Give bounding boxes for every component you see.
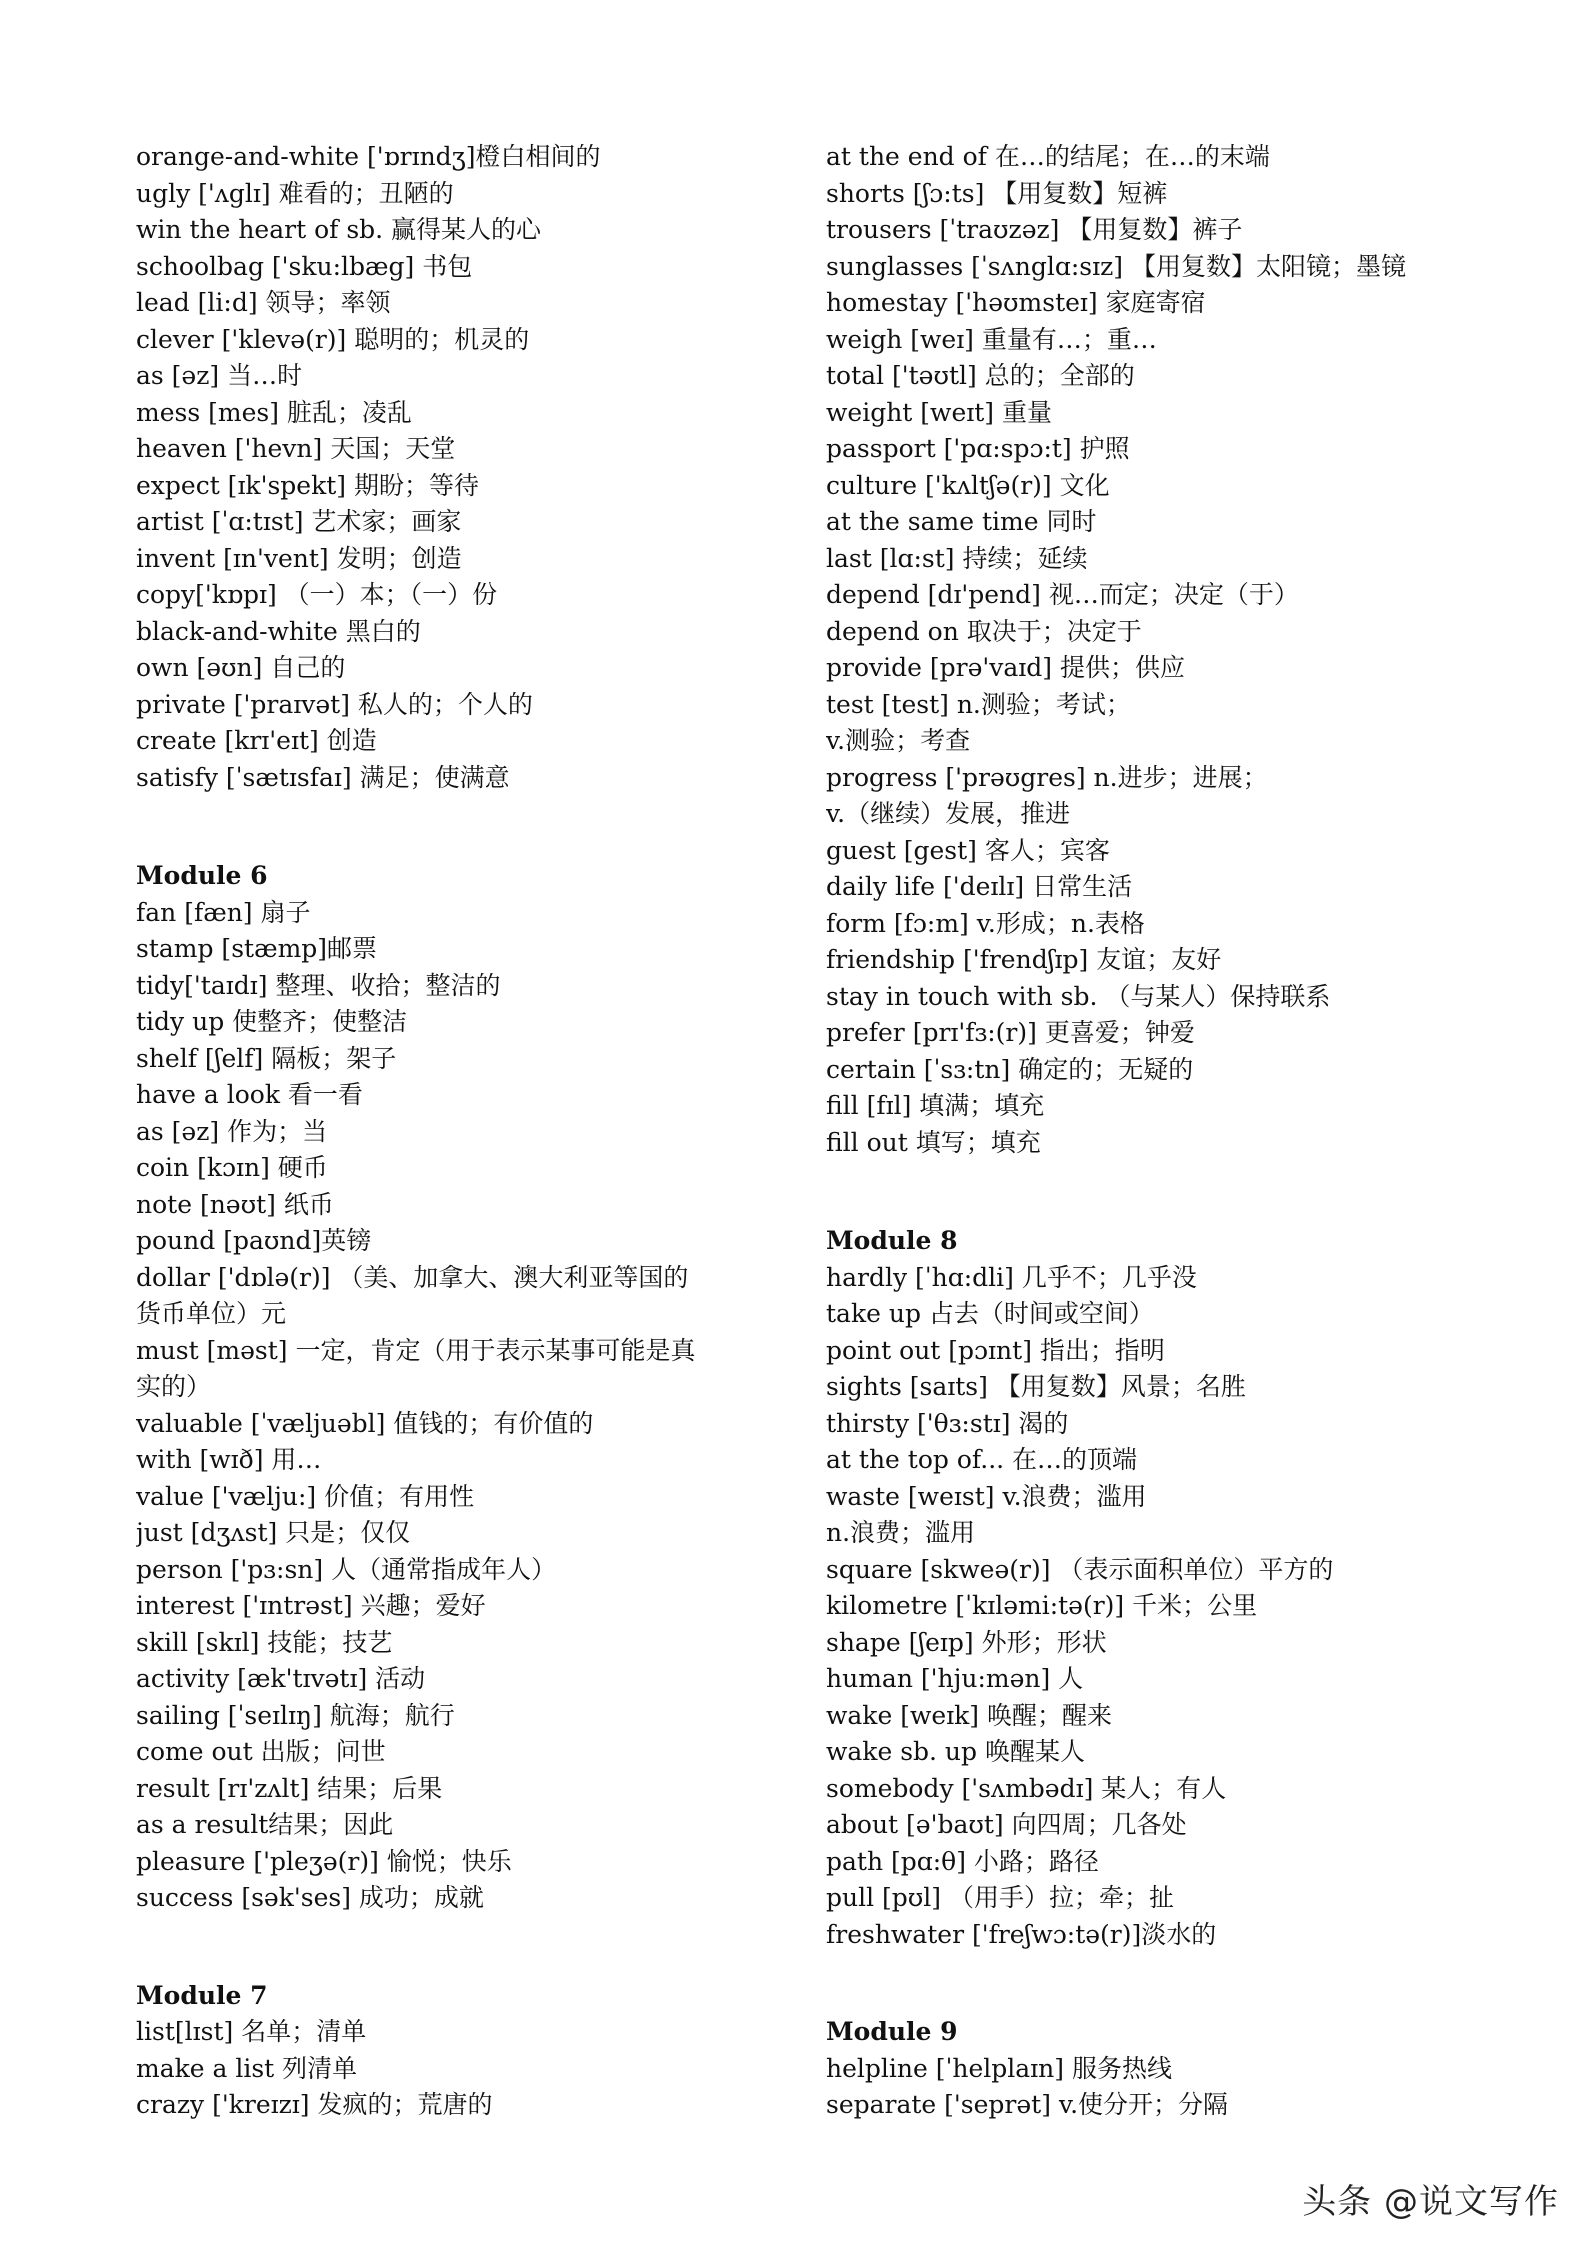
vocab-entry: sunglasses [ˈsʌnglɑ:sɪz] 【用复数】太阳镜；墨镜: [826, 251, 1406, 281]
vocab-entry: fill [fɪl] 填满；填充: [826, 1091, 1045, 1120]
left-column: [136, 139, 796, 2124]
right-block-1: [826, 139, 1486, 1161]
right-column: [826, 139, 1486, 2124]
vocab-entry: expect [ɪk'spekt] 期盼；等待: [136, 470, 479, 500]
vocab-entry: wake sb. up 唤醒某人: [826, 1737, 1085, 1766]
vocab-entry: win the heart of sb. 赢得某人的心: [136, 215, 542, 244]
vocab-entry: value ['vælju:] 价值；有用性: [136, 1481, 475, 1511]
vocab-entry: guest [gest] 客人；宾客: [826, 835, 1110, 865]
vocab-entry: separate ['seprət] v.使分开；分隔: [826, 2090, 1229, 2119]
vocab-entry: human ['hju:mən] 人: [826, 1664, 1084, 1693]
vocab-entry: ugly ['ʌglɪ] 难看的；丑陋的: [136, 178, 454, 208]
vocab-entry: artist [ˈɑ:tɪst] 艺术家；画家: [136, 507, 462, 536]
vocab-entry: invent [ɪn'vent] 发明；创造: [136, 543, 462, 573]
left-block-1: [136, 139, 796, 796]
vocab-entry: tidy up 使整齐；使整洁: [136, 1007, 408, 1036]
vocab-entry: progress ['prəʊgres] n.进步；进展；: [826, 762, 1268, 792]
vocab-entry: pleasure ['pleʒə(r)] 愉悦；快乐: [136, 1846, 512, 1876]
vocab-entry: copy['kɒpɪ] （一）本；（一）份: [136, 580, 498, 609]
vocab-entry: total ['təʊtl] 总的；全部的: [826, 361, 1135, 390]
vocab-entry: 实的）: [136, 1372, 212, 1401]
vocab-entry: orange-and-white ['ɒrɪndʒ]橙白相间的: [136, 142, 601, 171]
vocab-entry: v.测验；考查: [826, 726, 971, 755]
vocab-entry: pull [pʊl] （用手）拉；牵；扯: [826, 1883, 1174, 1912]
vocab-entry: weigh [weɪ] 重量有…；重…: [826, 324, 1157, 354]
vocab-entry: homestay ['həʊmsteɪ] 家庭寄宿: [826, 288, 1206, 317]
vocab-entry: mess [mes] 脏乱；凌乱: [136, 397, 412, 427]
vocab-entry: point out [pɔɪnt] 指出；指明: [826, 1335, 1165, 1365]
vocab-entry: wake [weɪk] 唤醒；醒来: [826, 1700, 1112, 1730]
vocab-entry: make a list 列清单: [136, 2053, 358, 2083]
vocab-entry: black-and-white 黑白的: [136, 616, 421, 646]
vocab-entry: friendship ['frendʃɪp] 友谊；友好: [826, 945, 1222, 974]
vocab-entry: note [nəʊt] 纸币: [136, 1189, 334, 1219]
vocab-entry: certain [ˈsɜ:tn] 确定的；无疑的: [826, 1054, 1194, 1084]
vocab-entry: dollar ['dɒlə(r)] （美、加拿大、澳大利亚等国的: [136, 1262, 689, 1292]
vocab-entry: with [wɪð] 用…: [136, 1445, 322, 1474]
vocab-entry: list[lɪst] 名单；清单: [136, 2017, 367, 2046]
module-6-heading: Module 6: [136, 861, 268, 890]
vocab-entry: depend on 取决于；决定于: [826, 616, 1142, 646]
vocab-entry: fill out 填写；填充: [826, 1127, 1041, 1157]
vocab-entry: crazy ['kreɪzɪ] 发疯的；荒唐的: [136, 2090, 493, 2119]
vocab-entry: at the top of... 在…的顶端: [826, 1445, 1138, 1474]
vocab-entry: hardly [ˈhɑ:dli] 几乎不；几乎没: [826, 1262, 1197, 1292]
vocab-entry: about [ə'baʊt] 向四周；几各处: [826, 1810, 1187, 1839]
vocab-entry: activity [æk'tɪvətɪ] 活动: [136, 1664, 426, 1693]
module-9-list: [826, 2051, 1486, 2124]
vocab-entry: n.浪费；滥用: [826, 1518, 976, 1547]
vocab-entry: passport ['pɑ:spɔ:t] 护照: [826, 434, 1130, 463]
vocab-entry: 货币单位）元: [136, 1299, 287, 1328]
vocab-entry: daily life ['deɪlɪ] 日常生活: [826, 872, 1133, 901]
vocab-entry: pound [paʊnd]英镑: [136, 1226, 372, 1255]
vocab-entry: shorts [ʃɔ:ts] 【用复数】短裤: [826, 178, 1168, 208]
vocab-entry: stay in touch with sb. （与某人）保持联系: [826, 981, 1331, 1011]
vocab-entry: kilometre [ˈkɪləmi:tə(r)] 千米；公里: [826, 1591, 1258, 1620]
vocab-entry: culture ['kʌltʃə(r)] 文化: [826, 470, 1110, 500]
module-7-list: [136, 2014, 796, 2124]
vocab-entry: come out 出版；问世: [136, 1737, 386, 1766]
module-8-list: [826, 1260, 1486, 1954]
vocab-entry: must [məst] 一定，肯定（用于表示某事可能是真: [136, 1335, 696, 1365]
vocab-entry: own [əʊn] 自己的: [136, 653, 346, 682]
vocab-entry: waste [weɪst] v.浪费；滥用: [826, 1481, 1147, 1511]
vocab-entry: square [skweə(r)] （表示面积单位）平方的: [826, 1554, 1334, 1584]
module-8-heading: Module 8: [826, 1226, 958, 1255]
vocab-entry: form [fɔ:m] v.形成；n.表格: [826, 908, 1145, 938]
vocab-entry: somebody ['sʌmbədɪ] 某人；有人: [826, 1773, 1227, 1803]
vocab-entry: clever ['klevə(r)] 聪明的；机灵的: [136, 324, 530, 354]
vocab-entry: tidy['taɪdɪ] 整理、收拾；整洁的: [136, 970, 501, 1000]
vocab-entry: heaven ['hevn] 天国；天堂: [136, 434, 456, 463]
vocab-entry: person ['pɜ:sn] 人（通常指成年人）: [136, 1554, 557, 1584]
vocab-entry: private ['praɪvət] 私人的；个人的: [136, 689, 533, 719]
vocab-entry: result [rɪ'zʌlt] 结果；后果: [136, 1773, 443, 1803]
vocab-entry: prefer [prɪ'fɜ:(r)] 更喜爱；钟爱: [826, 1018, 1195, 1047]
vocab-entry: shape [ʃeɪp] 外形；形状: [826, 1627, 1107, 1657]
module-6-list: [136, 895, 796, 1917]
watermark: 头条 @说文写作: [1302, 2182, 1559, 2222]
vocab-entry: have a look 看一看: [136, 1080, 363, 1109]
vocab-entry: coin [kɔɪn] 硬币: [136, 1153, 328, 1182]
module-9-heading: Module 9: [826, 2017, 958, 2046]
vocab-entry: interest ['ɪntrəst] 兴趣；爱好: [136, 1591, 486, 1620]
vocab-entry: v.（继续）发展，推进: [826, 799, 1071, 828]
vocab-entry: helpline [ˈhelplaɪn] 服务热线: [826, 2053, 1172, 2083]
vocab-entry: last [lɑ:st] 持续；延续: [826, 543, 1088, 573]
vocab-entry: create [krɪ'eɪt] 创造: [136, 726, 377, 755]
vocab-entry: fan [fæn] 扇子: [136, 897, 311, 927]
vocab-entry: as [əz] 作为；当: [136, 1116, 328, 1146]
module-7-heading: Module 7: [136, 1980, 268, 2010]
vocab-entry: freshwater ['freʃwɔ:tə(r)]淡水的: [826, 1919, 1217, 1949]
vocab-entry: just [dʒʌst] 只是；仅仅: [136, 1518, 411, 1547]
vocab-entry: schoolbag ['sku:lbæg] 书包: [136, 251, 473, 281]
vocab-entry: thirsty ['θɜ:stɪ] 渴的: [826, 1408, 1069, 1438]
vocab-entry: test [test] n.测验；考试；: [826, 689, 1131, 719]
vocab-entry: satisfy [ˈsætɪsfaɪ] 满足；使满意: [136, 762, 510, 792]
vocab-entry: shelf [ʃelf] 隔板；架子: [136, 1043, 397, 1073]
vocab-entry: success [sək'ses] 成功；成就: [136, 1883, 484, 1912]
vocab-entry: lead [li:d] 领导；率领: [136, 288, 391, 317]
vocab-entry: path [pɑ:θ] 小路；路径: [826, 1846, 1099, 1876]
vocab-entry: at the same time 同时: [826, 507, 1097, 536]
vocab-entry: valuable [ˈvæljuəbl] 值钱的；有价值的: [136, 1408, 594, 1438]
vocab-entry: stamp [stæmp]邮票: [136, 934, 378, 963]
vocab-entry: sailing [ˈseɪlɪŋ] 航海；航行: [136, 1700, 455, 1730]
vocab-entry: depend [dɪ'pend] 视…而定；决定（于）: [826, 580, 1299, 609]
vocab-entry: as [əz] 当…时: [136, 361, 303, 390]
vocab-entry: at the end of 在…的结尾；在…的末端: [826, 142, 1270, 171]
vocab-entry: trousers [ˈtraʊzəz] 【用复数】裤子: [826, 215, 1243, 244]
vocab-entry: skill [skɪl] 技能；技艺: [136, 1627, 393, 1657]
vocab-entry: provide [prə'vaɪd] 提供；供应: [826, 653, 1185, 682]
vocab-entry: sights [saɪts] 【用复数】风景；名胜: [826, 1372, 1246, 1401]
vocab-entry: weight [weɪt] 重量: [826, 397, 1052, 427]
vocab-entry: take up 占去（时间或空间）: [826, 1299, 1154, 1328]
vocab-entry: as a result结果；因此: [136, 1810, 394, 1839]
